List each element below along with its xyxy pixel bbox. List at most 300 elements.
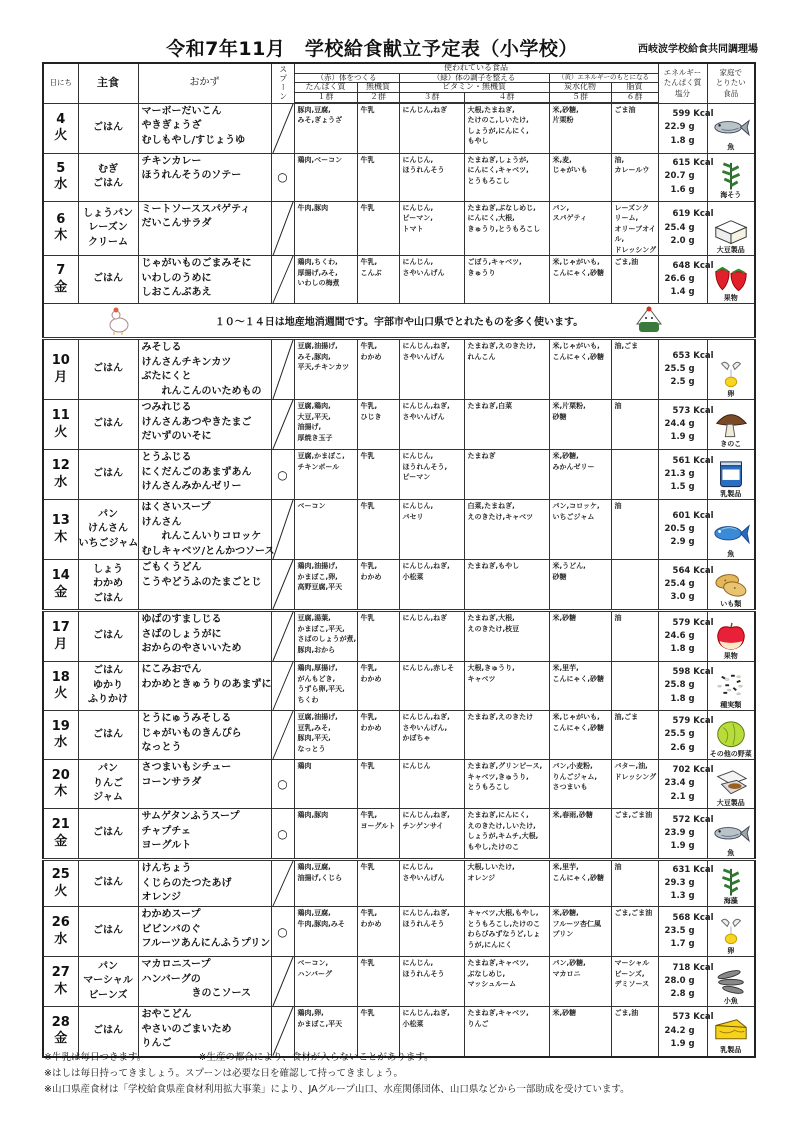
title-text: 令和7年11月 学校給食献立予定表（小学校） bbox=[166, 38, 578, 60]
salt-value: 1.9 g bbox=[670, 841, 695, 852]
main-dish: しょう わかめ ごはん bbox=[78, 560, 138, 611]
col-energy: エネルギー たんぱく質 塩分 bbox=[658, 63, 707, 103]
home-food-cell bbox=[707, 103, 755, 153]
salt-value: 2.9 g bbox=[670, 537, 695, 548]
nutrition-cell bbox=[658, 103, 714, 153]
cheese-icon bbox=[712, 1016, 750, 1046]
group-6-foods: 油,ごま bbox=[611, 339, 658, 400]
group-1-foods: 豚肉,豆腐, みそ,ぎょうざ bbox=[294, 103, 357, 153]
main-dish: ごはん bbox=[78, 907, 138, 957]
date-cell bbox=[43, 809, 78, 860]
energy-value: 648 Kcal bbox=[672, 260, 714, 271]
nutrition-cell bbox=[658, 860, 714, 907]
group-2-foods: 牛乳, わかめ bbox=[357, 560, 399, 611]
group-2-foods: 牛乳 bbox=[357, 611, 399, 662]
protein-value: 25.4 g bbox=[664, 222, 695, 233]
date-cell bbox=[43, 907, 78, 957]
salt-value: 2.5 g bbox=[670, 377, 695, 388]
blue-fish-icon bbox=[712, 520, 750, 550]
home-food-label: 海そう bbox=[720, 191, 742, 200]
day-number: 5 bbox=[56, 160, 66, 176]
egg-icon bbox=[712, 917, 750, 947]
salt-value: 2.1 g bbox=[670, 791, 695, 802]
day-number: 28 bbox=[51, 1015, 70, 1030]
small-fish-icon bbox=[712, 967, 750, 997]
col-home-food: 家庭で とりたい 食品 bbox=[707, 63, 755, 103]
spoon-mark: ○ bbox=[277, 467, 288, 482]
group-5-foods: 米,じゃがいも, こんにゃく,砂糖 bbox=[549, 256, 611, 304]
salt-value: 1.3 g bbox=[670, 891, 695, 902]
spoon-cell bbox=[271, 256, 294, 304]
day-of-week: 木 bbox=[54, 529, 68, 545]
day-number: 18 bbox=[51, 669, 70, 685]
protein-header: たんぱく質 bbox=[294, 82, 357, 92]
home-food-label: 種実類 bbox=[720, 700, 742, 709]
protein-value: 25.4 g bbox=[664, 578, 695, 589]
protein-value: 23.9 g bbox=[664, 827, 695, 838]
day-of-week: 水 bbox=[54, 735, 68, 750]
group-3-header: ３群 bbox=[399, 92, 464, 102]
group-6-foods: ごま,ごま油 bbox=[611, 907, 658, 957]
natto-icon bbox=[712, 769, 750, 799]
home-food-label: 卵 bbox=[727, 389, 735, 398]
salt-value: 1.8 g bbox=[670, 644, 695, 655]
spoon-cell bbox=[271, 201, 294, 256]
col-spoon: スプーン bbox=[271, 63, 294, 103]
energy-value: 601 Kcal bbox=[672, 510, 714, 521]
group-6-foods: 油 bbox=[611, 400, 658, 450]
protein-value: 24.6 g bbox=[664, 630, 695, 641]
day-number: 26 bbox=[51, 915, 70, 931]
spoon-cell bbox=[271, 500, 294, 560]
red-group-header: （赤）体をつくる bbox=[294, 73, 399, 82]
day-of-week: 月 bbox=[54, 636, 68, 652]
day-number: 19 bbox=[51, 718, 70, 734]
slash-mark bbox=[272, 500, 294, 559]
group-2-foods: 牛乳 bbox=[357, 860, 399, 907]
nutrition-cell bbox=[658, 560, 714, 611]
side-dishes: サムゲタンふうスープ チャプチェ ヨーグルト bbox=[138, 809, 271, 860]
nutrition-cell bbox=[658, 1007, 714, 1057]
group-3-foods: にんじん, さやいんげん bbox=[399, 860, 464, 907]
energy-value: 564 Kcal bbox=[672, 565, 714, 576]
nutrition-cell bbox=[658, 500, 714, 560]
notice-row bbox=[43, 304, 755, 339]
group-6-foods: ごま,ごま油 bbox=[611, 809, 658, 860]
nutrition-cell bbox=[658, 809, 714, 860]
organization-name: 西岐波学校給食共同調理場 bbox=[638, 44, 758, 55]
group-4-foods: たまねぎ,白菜 bbox=[464, 400, 549, 450]
energy-value: 615 Kcal bbox=[672, 158, 714, 169]
group-1-foods: 鶏肉,ベーコン bbox=[294, 153, 357, 201]
spoon-cell bbox=[271, 400, 294, 450]
spoon-cell bbox=[271, 611, 294, 662]
day-of-week: 火 bbox=[54, 883, 68, 899]
nutrition-cell bbox=[658, 339, 714, 400]
date-cell bbox=[43, 400, 78, 450]
date-cell bbox=[43, 450, 78, 500]
date-cell bbox=[43, 201, 78, 256]
spoon-cell bbox=[271, 103, 294, 153]
day-number: 11 bbox=[51, 408, 70, 424]
table-row bbox=[43, 907, 755, 957]
group-5-foods: 米,砂糖, フルーツ杏仁風 プリン bbox=[549, 907, 611, 957]
protein-value: 24.2 g bbox=[664, 1025, 695, 1036]
table-row bbox=[43, 201, 755, 256]
group-2-foods: 牛乳, こんぶ bbox=[357, 256, 399, 304]
home-food-cell bbox=[707, 153, 755, 201]
spoon-mark: ○ bbox=[277, 924, 288, 939]
main-dish: むぎ ごはん bbox=[78, 153, 138, 201]
energy-value: 579 Kcal bbox=[672, 716, 714, 727]
table-row bbox=[43, 809, 755, 860]
day-number: 6 bbox=[56, 212, 66, 227]
group-1-foods: 鶏肉,厚揚げ, がんもどき, うずら卵,平天, ちくわ bbox=[294, 662, 357, 711]
energy-value: 718 Kcal bbox=[672, 962, 714, 973]
group-6-foods: レーズンク リーム, オリーブオイ ル, ドレッシング bbox=[611, 201, 658, 256]
side-dishes: ごもくうどん こうやどうふのたまごとじ bbox=[138, 560, 271, 611]
salt-value: 2.0 g bbox=[670, 235, 695, 246]
group-1-foods: ベーコン bbox=[294, 500, 357, 560]
group-5-foods: パン, スパゲティ bbox=[549, 201, 611, 256]
date-cell bbox=[43, 957, 78, 1007]
table-row bbox=[43, 560, 755, 611]
notice-cell bbox=[43, 304, 755, 339]
home-food-label: 魚 bbox=[727, 549, 735, 558]
group-2-foods: 牛乳 bbox=[357, 201, 399, 256]
protein-value: 21.3 g bbox=[664, 468, 695, 479]
side-dishes: ゆばのすましじる さばのしょうがに おからのやさいいため bbox=[138, 611, 271, 662]
salt-value: 1.8 g bbox=[670, 135, 695, 146]
group-4-foods: たまねぎ,キャベツ, りんご bbox=[464, 1007, 549, 1057]
group-6-foods bbox=[611, 450, 658, 500]
home-food-cell bbox=[707, 809, 755, 860]
group-6-foods: 油,ごま bbox=[611, 711, 658, 760]
group-6-foods: マーシャル ビーンズ, デミソース bbox=[611, 957, 658, 1007]
table-row bbox=[43, 500, 755, 560]
day-of-week: 水 bbox=[54, 931, 68, 947]
group-3-foods: にんじん,ねぎ, さやいんげん bbox=[399, 339, 464, 400]
slash-mark bbox=[272, 612, 294, 661]
slash-mark bbox=[272, 1007, 294, 1056]
egg-icon bbox=[712, 360, 750, 390]
protein-value: 24.4 g bbox=[664, 418, 695, 429]
main-dish: パン りんご ジャム bbox=[78, 760, 138, 809]
spoon-cell bbox=[271, 560, 294, 611]
green-group-header: （緑）体の調子を整える bbox=[399, 73, 549, 82]
energy-value: 573 Kcal bbox=[672, 405, 714, 416]
group-2-foods: 牛乳, ヨーグルト bbox=[357, 809, 399, 860]
main-dish: ごはん bbox=[78, 400, 138, 450]
day-number: 10 bbox=[51, 353, 70, 369]
fish-icon bbox=[712, 819, 750, 849]
day-number: 21 bbox=[51, 817, 70, 833]
day-number: 25 bbox=[51, 867, 70, 883]
group-5-foods: 米,うどん, 砂糖 bbox=[549, 560, 611, 611]
footnote: ※山口県産食材は「学校給食県産食材利用拡大事業」により、JAグループ山口、水産関係団体、山口県などから一部助成を受けています。 bbox=[44, 1084, 630, 1095]
col-used-foods: 使われている食品 bbox=[294, 63, 658, 73]
salt-value: 1.9 g bbox=[670, 1038, 695, 1049]
day-number: 4 bbox=[56, 111, 66, 127]
protein-value: 23.5 g bbox=[664, 925, 695, 936]
table-body bbox=[43, 103, 755, 1057]
salt-value: 1.4 g bbox=[670, 287, 695, 298]
group-3-foods: にんじん,ねぎ, チンゲンサイ bbox=[399, 809, 464, 860]
main-dish: ごはん bbox=[78, 339, 138, 400]
home-food-cell bbox=[707, 860, 755, 907]
vitamin-mineral-header: ビタミン・無機質 bbox=[399, 82, 549, 92]
nutrition-cell bbox=[658, 201, 714, 256]
side-dishes: みそしる けんさんチキンカツ ぶたにくと れんこんのいためもの bbox=[138, 339, 271, 400]
group-3-foods: にんじん, ほうれんそう bbox=[399, 153, 464, 201]
salt-value: 1.9 g bbox=[670, 432, 695, 443]
home-food-label: 乳製品 bbox=[720, 489, 742, 498]
group-2-foods: 牛乳 bbox=[357, 957, 399, 1007]
group-1-foods: 鶏肉,油揚げ, かまぼこ,卵, 高野豆腐,平天 bbox=[294, 560, 357, 611]
salt-value: 2.6 g bbox=[670, 742, 695, 753]
group-4-header: ４群 bbox=[464, 92, 549, 102]
table-row bbox=[43, 957, 755, 1007]
col-okazu: おかず bbox=[138, 63, 271, 103]
group-5-foods: 米,麦, じゃがいも bbox=[549, 153, 611, 201]
spoon-cell bbox=[271, 907, 294, 957]
seaweed-icon bbox=[712, 867, 750, 897]
group-1-foods: 鶏肉,豆腐, 油揚げ,くじら bbox=[294, 860, 357, 907]
group-6-foods bbox=[611, 560, 658, 611]
table-row bbox=[43, 662, 755, 711]
energy-value: 573 Kcal bbox=[672, 1012, 714, 1023]
group-3-foods: にんじん,ねぎ, ほうれんそう bbox=[399, 907, 464, 957]
home-food-cell bbox=[707, 907, 755, 957]
table-row bbox=[43, 153, 755, 201]
group-2-foods: 牛乳 bbox=[357, 450, 399, 500]
energy-value: 579 Kcal bbox=[672, 617, 714, 628]
table-row bbox=[43, 450, 755, 500]
group-5-foods: 米,砂糖 bbox=[549, 1007, 611, 1057]
day-of-week: 水 bbox=[54, 177, 68, 192]
home-food-label: 大豆製品 bbox=[716, 245, 745, 254]
energy-value: 561 Kcal bbox=[672, 455, 714, 466]
group-2-foods: 牛乳 bbox=[357, 103, 399, 153]
yellow-group-header: （黄）エネルギーのもとになる bbox=[549, 73, 658, 82]
home-food-cell bbox=[707, 256, 755, 304]
group-4-foods: たまねぎ,大根, えのきたけ,枝豆 bbox=[464, 611, 549, 662]
protein-value: 23.4 g bbox=[664, 778, 695, 789]
footnotes bbox=[44, 1050, 630, 1098]
day-number: 7 bbox=[56, 263, 66, 279]
spoon-cell bbox=[271, 860, 294, 907]
salt-value: 1.8 g bbox=[670, 693, 695, 704]
group-6-foods bbox=[611, 662, 658, 711]
chicken-mascot-icon bbox=[104, 306, 134, 336]
home-food-label: 大豆製品 bbox=[716, 798, 745, 807]
energy-value: 572 Kcal bbox=[672, 814, 714, 825]
day-of-week: 木 bbox=[54, 228, 68, 244]
energy-value: 598 Kcal bbox=[672, 667, 714, 678]
mushroom-icon bbox=[712, 410, 750, 440]
menu-table bbox=[42, 62, 756, 1058]
home-food-cell bbox=[707, 760, 755, 809]
group-3-foods: にんじん, さやいんげん bbox=[399, 256, 464, 304]
nutrition-cell bbox=[658, 662, 714, 711]
side-dishes: とうにゅうみそしる じゃがいものきんぴら なっとう bbox=[138, 711, 271, 760]
group-4-foods: たまねぎ,にんにく, えのきたけ,しいたけ, しょうが,キムチ,大根, もやし,たけのこ bbox=[464, 809, 549, 860]
side-dishes: さつまいもシチュー コーンサラダ bbox=[138, 760, 271, 809]
group-5-foods: 米,砂糖, みかんゼリー bbox=[549, 450, 611, 500]
group-6-foods: バター,油, ドレッシング bbox=[611, 760, 658, 809]
protein-value: 25.5 g bbox=[664, 363, 695, 374]
cabbage-icon bbox=[712, 720, 750, 750]
group-2-foods: 牛乳 bbox=[357, 1007, 399, 1057]
home-food-label: 乳製品 bbox=[720, 1046, 742, 1055]
day-number: 13 bbox=[51, 513, 70, 529]
nutrition-cell bbox=[658, 400, 714, 450]
date-cell bbox=[43, 662, 78, 711]
group-5-foods: 米,里芋, こんにゃく,砂糖 bbox=[549, 860, 611, 907]
home-food-label: 魚 bbox=[727, 143, 735, 152]
spoon-cell bbox=[271, 662, 294, 711]
date-cell bbox=[43, 560, 78, 611]
day-of-week: 金 bbox=[54, 584, 68, 600]
footnote: ※牛乳は毎日つきます。 ※生産の都合により、食材が入らないことがあります。 bbox=[44, 1052, 434, 1063]
home-food-label: 果物 bbox=[723, 651, 738, 660]
energy-value: 599 Kcal bbox=[672, 109, 714, 120]
group-2-foods: 牛乳, わかめ bbox=[357, 711, 399, 760]
home-food-label: その他の野菜 bbox=[709, 749, 752, 758]
group-3-foods: にんじん, ほうれんそう bbox=[399, 957, 464, 1007]
group-3-foods: にんじん, パセリ bbox=[399, 500, 464, 560]
main-dish: ごはん bbox=[78, 860, 138, 907]
home-food-label: 海藻 bbox=[723, 896, 738, 905]
group-2-foods: 牛乳, わかめ bbox=[357, 662, 399, 711]
group-3-foods: にんじん,ねぎ bbox=[399, 611, 464, 662]
side-dishes: にこみおでん わかめときゅうりのあまずに bbox=[138, 662, 271, 711]
group-2-foods: 牛乳 bbox=[357, 153, 399, 201]
strawberry-icon bbox=[712, 264, 750, 294]
group-1-foods: 鶏肉,ちくわ, 厚揚げ,みそ, いわしの梅煮 bbox=[294, 256, 357, 304]
home-food-cell bbox=[707, 400, 755, 450]
home-food-label: 魚 bbox=[727, 848, 735, 857]
home-food-cell bbox=[707, 201, 755, 256]
nutrition-cell bbox=[658, 450, 714, 500]
protein-value: 25.5 g bbox=[664, 729, 695, 740]
spoon-mark: ○ bbox=[277, 826, 288, 841]
group-3-foods: にんじん,赤しそ bbox=[399, 662, 464, 711]
group-1-foods: 豆腐,鶏肉, 大豆,平天, 油揚げ, 厚焼き玉子 bbox=[294, 400, 357, 450]
side-dishes: つみれじる けんさんあつやきたまご だいずのいそに bbox=[138, 400, 271, 450]
spoon-cell bbox=[271, 1007, 294, 1057]
side-dishes: マーボーだいこん やきぎょうざ むしもやし/すじょうゆ bbox=[138, 103, 271, 153]
group-1-header: １群 bbox=[294, 92, 357, 102]
group-1-foods: 鶏肉,豆腐, 牛肉,豚肉,みそ bbox=[294, 907, 357, 957]
group-4-foods: たまねぎ,えのきたけ, れんこん bbox=[464, 339, 549, 400]
group-3-foods: にんじん,ねぎ, 小松菜 bbox=[399, 560, 464, 611]
home-food-cell bbox=[707, 560, 755, 611]
group-4-foods: ごぼう,キャベツ, きゅうり bbox=[464, 256, 549, 304]
spoon-mark: ○ bbox=[277, 777, 288, 791]
spoon-cell bbox=[271, 450, 294, 500]
home-food-cell bbox=[707, 1007, 755, 1057]
nutrition-cell bbox=[658, 153, 714, 201]
group-2-foods: 牛乳 bbox=[357, 760, 399, 809]
group-5-foods: パン,砂糖, マカロニ bbox=[549, 957, 611, 1007]
group-5-foods: 米,じゃがいも, こんにゃく,砂糖 bbox=[549, 711, 611, 760]
date-cell bbox=[43, 339, 78, 400]
group-2-foods: 牛乳, わかめ bbox=[357, 339, 399, 400]
salt-value: 1.5 g bbox=[670, 482, 695, 493]
day-of-week: 金 bbox=[54, 833, 68, 849]
protein-value: 29.3 g bbox=[664, 877, 695, 888]
group-1-foods: 鶏肉,卵, かまぼこ,平天 bbox=[294, 1007, 357, 1057]
spoon-cell bbox=[271, 153, 294, 201]
col-date: 日にち bbox=[43, 63, 78, 103]
side-dishes: ミートソーススパゲティ だいこんサラダ bbox=[138, 201, 271, 256]
date-cell bbox=[43, 760, 78, 809]
nutrition-cell bbox=[658, 256, 714, 304]
home-food-cell bbox=[707, 339, 755, 400]
day-of-week: 木 bbox=[54, 784, 68, 799]
date-cell bbox=[43, 611, 78, 662]
group-6-foods: ごま,油 bbox=[611, 1007, 658, 1057]
home-food-label: 卵 bbox=[727, 946, 735, 955]
group-1-foods: ベーコン, ハンバーグ bbox=[294, 957, 357, 1007]
protein-value: 26.6 g bbox=[664, 273, 695, 284]
home-food-label: いも類 bbox=[720, 599, 742, 608]
table-row bbox=[43, 860, 755, 907]
slash-mark bbox=[272, 662, 294, 710]
table-row bbox=[43, 611, 755, 662]
side-dishes: わかめスープ ビビンバのぐ フルーツあんにんふうプリン bbox=[138, 907, 271, 957]
spoon-cell bbox=[271, 760, 294, 809]
date-cell bbox=[43, 153, 78, 201]
notice-text: １０～１４日は地産地消週間です。宇部市や山口県でとれたものを多く使います。 bbox=[214, 317, 584, 328]
group-5-foods: 米,じゃがいも, こんにゃく,砂糖 bbox=[549, 339, 611, 400]
home-food-cell bbox=[707, 611, 755, 662]
slash-mark bbox=[272, 256, 294, 303]
group-4-foods: 大根,たまねぎ, たけのこ,しいたけ, しょうが,にんにく, もやし bbox=[464, 103, 549, 153]
protein-value: 20.5 g bbox=[664, 523, 695, 534]
nutrition-cell bbox=[658, 907, 714, 957]
slash-mark bbox=[272, 400, 294, 449]
main-dish: ごはん bbox=[78, 450, 138, 500]
group-2-foods: 牛乳, わかめ bbox=[357, 907, 399, 957]
group-5-header: ５群 bbox=[549, 92, 611, 102]
spoon-mark: ○ bbox=[277, 170, 288, 184]
group-1-foods: 鶏肉 bbox=[294, 760, 357, 809]
group-5-foods: パン,小麦粉, りんごジャム, さつまいも bbox=[549, 760, 611, 809]
group-4-foods: たまねぎ,もやし bbox=[464, 560, 549, 611]
apple-icon bbox=[712, 622, 750, 652]
side-dishes: けんちょう くじらのたつたあげ オレンジ bbox=[138, 860, 271, 907]
day-of-week: 金 bbox=[54, 1031, 68, 1047]
group-1-foods: 豆腐,油揚げ, 豆乳,みそ, 豚肉,平天, なっとう bbox=[294, 711, 357, 760]
table-row bbox=[43, 339, 755, 400]
day-number: 17 bbox=[51, 620, 70, 636]
fat-header: 脂質 bbox=[611, 82, 658, 92]
group-4-foods: 大根,しいたけ, オレンジ bbox=[464, 860, 549, 907]
col-main: 主食 bbox=[78, 63, 138, 103]
side-dishes: マカロニスープ ハンバーグの きのこソース bbox=[138, 957, 271, 1007]
energy-value: 619 Kcal bbox=[672, 209, 714, 220]
nutrition-cell bbox=[658, 957, 714, 1007]
salt-value: 1.7 g bbox=[670, 939, 695, 950]
date-cell bbox=[43, 500, 78, 560]
group-3-foods: にんじん bbox=[399, 760, 464, 809]
table-row bbox=[43, 760, 755, 809]
home-food-cell bbox=[707, 957, 755, 1007]
date-cell bbox=[43, 103, 78, 153]
energy-value: 631 Kcal bbox=[672, 864, 714, 875]
